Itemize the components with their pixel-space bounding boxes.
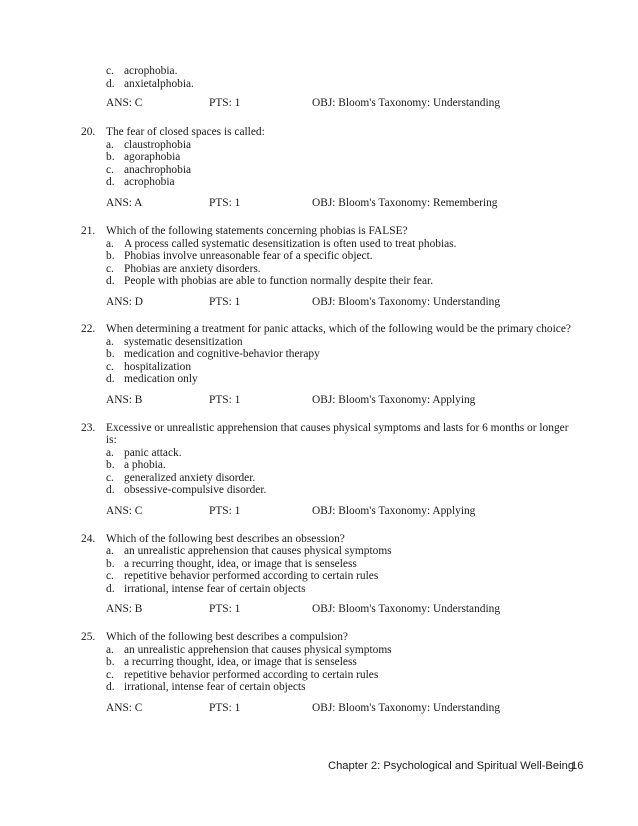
answer-key: ANS: C [106,702,143,714]
list-item [106,348,606,361]
objective: OBJ: Bloom's Taxonomy: Understanding [312,603,501,615]
option-text: a recurring thought, idea, or image that is senseless [124,558,357,570]
list-item [106,65,606,78]
list-item [106,176,606,189]
option-text: acrophobia [124,176,175,188]
question-text: Which of the following best describes an obsession? [106,533,345,545]
question-number: 22. [81,323,96,335]
option-text: panic attack. [124,447,182,459]
list-item [106,151,606,164]
option-letter: a. [106,545,114,557]
list-item [106,545,606,558]
option-letter: b. [106,459,115,471]
answer-key: ANS: C [106,97,143,109]
question-text: The fear of closed spaces is called: [106,126,265,138]
chapter-title: Chapter 2: Psychological and Spiritual Well-Being [328,760,575,772]
answer-line [106,505,526,518]
list-item [106,484,606,497]
option-letter: a. [106,139,114,151]
option-letter: b. [106,151,115,163]
option-letter: a. [106,644,114,656]
option-letter: a. [106,238,114,250]
list-item [106,583,606,596]
list-item [106,656,606,669]
question-number: 20. [81,126,96,138]
answer-line [106,603,526,616]
option-text: medication and cognitive-behavior therapy [124,348,320,360]
option-letter: c. [106,361,114,373]
question-text: Which of the following statements concerning phobias is FALSE? [106,225,408,237]
points: PTS: 1 [209,296,241,308]
objective: OBJ: Bloom's Taxonomy: Applying [312,394,476,406]
page-number: 16 [571,760,584,772]
option-letter: a. [106,447,114,459]
points: PTS: 1 [209,394,241,406]
option-text: acrophobia. [124,65,178,77]
option-text: generalized anxiety disorder. [124,472,256,484]
list-item [106,275,606,288]
list-item [106,78,606,91]
option-letter: d. [106,373,115,385]
list-item [106,250,606,263]
option-letter: d. [106,176,115,188]
answer-key: ANS: A [106,197,143,209]
option-text: medication only [124,373,198,385]
option-text: agoraphobia [124,151,181,163]
answer-key: ANS: D [106,296,144,308]
option-letter: c. [106,164,114,176]
option-letter: d. [106,583,115,595]
question-number: 21. [81,225,96,237]
points: PTS: 1 [209,97,241,109]
option-letter: d. [106,275,115,287]
objective: OBJ: Bloom's Taxonomy: Remembering [312,197,498,209]
option-text: claustrophobia [124,139,192,151]
list-item [106,459,606,472]
option-letter: b. [106,250,115,262]
option-letter: c. [106,570,114,582]
points: PTS: 1 [209,505,241,517]
points: PTS: 1 [209,197,241,209]
question-number: 24. [81,533,96,545]
answer-line [106,197,526,210]
answer-line [106,296,526,309]
answer-key: ANS: B [106,603,143,615]
points: PTS: 1 [209,603,241,615]
objective: OBJ: Bloom's Taxonomy: Applying [312,505,476,517]
option-letter: b. [106,348,115,360]
option-text: repetitive behavior performed according to certain rules [124,570,379,582]
question-number: 23. [81,422,96,434]
list-item [106,570,606,583]
option-text: irrational, intense fear of certain objects [124,583,306,595]
option-letter: d. [106,681,115,693]
option-text: systematic desensitization [124,336,243,348]
option-text: anachrophobia [124,164,192,176]
option-text: an unrealistic apprehension that causes physical symptoms [124,644,392,656]
option-text: Phobias are anxiety disorders. [124,263,261,275]
option-letter: d. [106,78,115,90]
option-text: anxietalphobia. [124,78,194,90]
question-text: Which of the following best describes a compulsion? [106,631,348,643]
objective: OBJ: Bloom's Taxonomy: Understanding [312,296,501,308]
question-text: When determining a treatment for panic attacks, which of the following would be the primary choice? [106,323,571,335]
objective: OBJ: Bloom's Taxonomy: Understanding [312,97,501,109]
question-text: Excessive or unrealistic apprehension that causes physical symptoms and lasts for 6 months or longer [106,422,569,434]
option-letter: c. [106,669,114,681]
answer-line [106,97,526,110]
option-text: People with phobias are able to function normally despite their fear. [124,275,434,287]
option-letter: d. [106,484,115,496]
points: PTS: 1 [209,702,241,714]
answer-line [106,394,526,407]
option-letter: c. [106,263,114,275]
list-item [106,373,606,386]
option-text: a recurring thought, idea, or image that is senseless [124,656,357,668]
option-text: hospitalization [124,361,192,373]
option-text: obsessive-compulsive disorder. [124,484,267,496]
option-letter: a. [106,336,114,348]
option-text: Phobias involve unreasonable fear of a specific object. [124,250,373,262]
option-letter: b. [106,656,115,668]
objective: OBJ: Bloom's Taxonomy: Understanding [312,702,501,714]
option-text: repetitive behavior performed according to certain rules [124,669,379,681]
option-text: irrational, intense fear of certain objects [124,681,306,693]
option-text: A process called systematic desensitization is often used to treat phobias. [124,238,457,250]
question-number: 25. [81,631,96,643]
answer-key: ANS: C [106,505,143,517]
list-item [106,681,606,694]
option-text: a phobia. [124,459,166,471]
option-letter: c. [106,65,114,77]
option-text: an unrealistic apprehension that causes physical symptoms [124,545,392,557]
answer-line [106,702,526,715]
option-letter: c. [106,472,114,484]
answer-key: ANS: B [106,394,143,406]
question-text-continued: is: [106,434,117,446]
page-footer [328,760,584,773]
option-letter: b. [106,558,115,570]
